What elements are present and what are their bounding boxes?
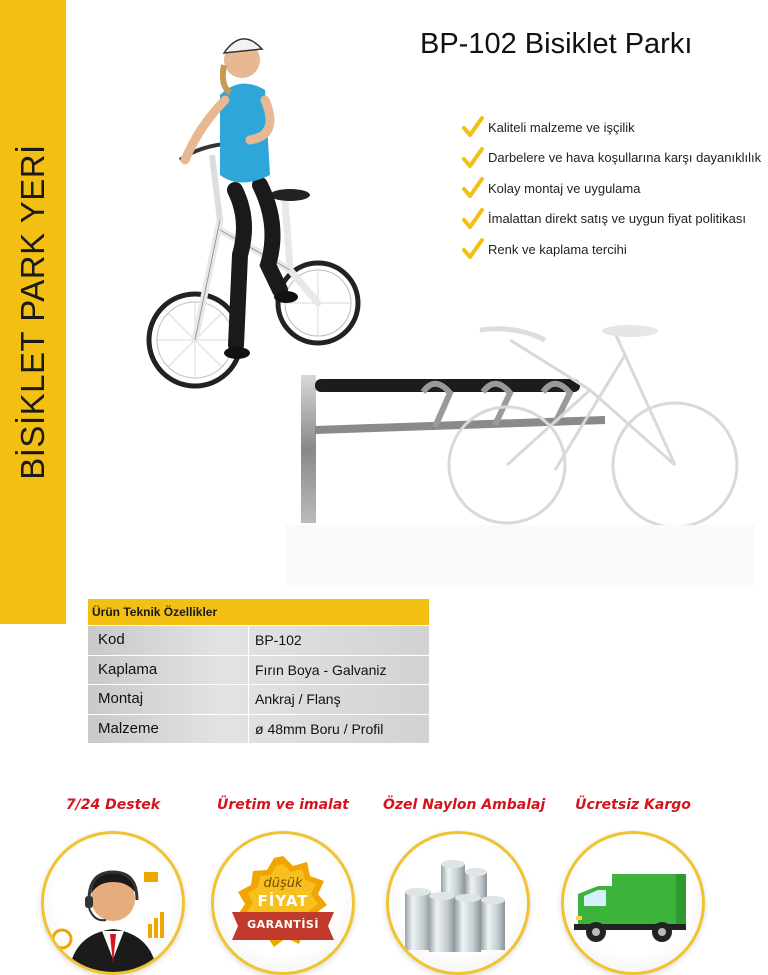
check-icon — [462, 116, 484, 138]
service-support — [38, 797, 188, 975]
badge-bottom: GARANTİSİ — [247, 918, 319, 931]
check-icon — [462, 177, 484, 199]
spec-key: Kod — [88, 626, 249, 655]
page-title: BP-102 Bisiklet Parkı — [420, 28, 693, 60]
spec-value: ø 48mm Boru / Profil — [255, 720, 384, 737]
service-circle — [211, 831, 355, 975]
delivery-truck-icon — [564, 834, 702, 972]
spec-value: Fırın Boya - Galvaniz — [255, 661, 387, 678]
feature-list — [462, 112, 761, 265]
feature-item — [462, 173, 761, 204]
check-icon — [462, 238, 484, 260]
service-production — [208, 797, 358, 975]
feature-text: Renk ve kaplama tercihi — [488, 241, 627, 257]
service-shipping — [558, 797, 708, 975]
feature-item — [462, 112, 761, 143]
feature-text: Kaliteli malzeme ve işçilik — [488, 119, 635, 135]
spec-row — [88, 625, 429, 655]
check-icon — [462, 147, 484, 169]
feature-text: İmalattan direkt satış ve uygun fiyat politikası — [488, 211, 746, 227]
spec-value: Ankraj / Flanş — [255, 691, 341, 707]
feature-item — [462, 234, 761, 265]
spec-key: Malzeme — [88, 715, 249, 744]
bike-rack-illustration — [285, 315, 755, 585]
service-label: Özel Naylon Ambalaj — [383, 797, 546, 813]
feature-item — [462, 143, 761, 174]
spec-row — [88, 684, 429, 714]
spec-table-header: Ürün Teknik Özellikler — [88, 599, 429, 625]
feature-text: Darbelere ve hava koşullarına karşı dayanıklılık — [488, 150, 762, 166]
service-packaging — [383, 797, 546, 975]
check-icon — [462, 208, 484, 230]
spec-value: BP-102 — [255, 632, 302, 648]
spec-key: Kaplama — [88, 656, 249, 685]
feature-item — [462, 204, 761, 235]
service-label: Üretim ve imalat — [217, 797, 349, 813]
nylon-rolls-icon — [389, 834, 527, 972]
side-title: BİSİKLET PARK YERİ — [14, 144, 51, 480]
support-agent-icon — [44, 834, 182, 972]
service-circle — [561, 831, 705, 975]
spec-row — [88, 714, 429, 744]
service-label: 7/24 Destek — [65, 797, 161, 813]
side-band — [0, 0, 66, 624]
spec-row — [88, 655, 429, 685]
feature-text: Kolay montaj ve uygulama — [488, 180, 641, 196]
spec-table — [88, 599, 429, 743]
service-circle — [386, 831, 530, 975]
service-circle — [41, 831, 185, 975]
badge-top: düşük — [263, 876, 303, 891]
badge-middle: FİYAT — [257, 892, 309, 910]
spec-key: Montaj — [88, 685, 249, 714]
service-label: Ücretsiz Kargo — [575, 797, 691, 813]
